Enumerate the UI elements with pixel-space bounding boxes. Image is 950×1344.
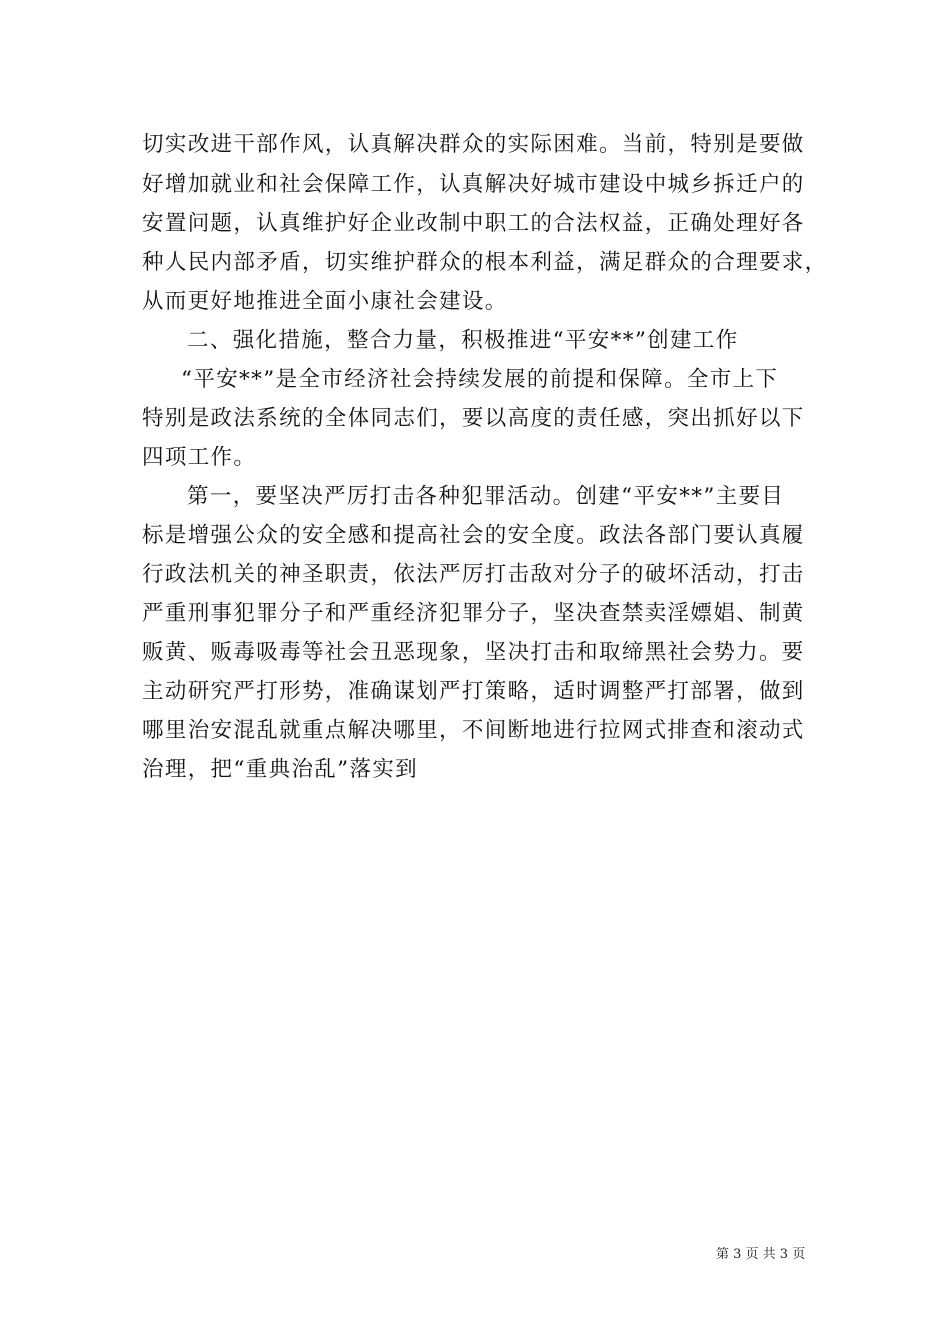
text-line-8: 特别是政法系统的全体同志们，要以高度的责任感，突出抓好以下 bbox=[142, 406, 805, 431]
text-line-13: 严重刑事犯罪分子和严重经济犯罪分子，坚决查禁卖淫嫖娼、制黄 bbox=[142, 601, 805, 626]
text-line-5: 从而更好地推进全面小康社会建设。 bbox=[142, 289, 508, 314]
text-line-14: 贩黄、贩毒吸毒等社会丑恶现象，坚决打击和取缔黑社会势力。要 bbox=[142, 640, 805, 665]
text-line-7: “平安**”是全市经济社会持续发展的前提和保障。全市上下 bbox=[181, 367, 779, 392]
text-line-11: 标是增强公众的安全感和提高社会的安全度。政法各部门要认真履 bbox=[142, 523, 805, 548]
text-line-15: 主动研究严打形势，准确谋划严打策略，适时调整严打部署，做到 bbox=[142, 679, 805, 704]
text-line-1: 切实改进干部作风，认真解决群众的实际困难。当前，特别是要做 bbox=[142, 132, 805, 157]
section-heading: 二、强化措施，整合力量，积极推进“平安**”创建工作 bbox=[187, 328, 739, 353]
text-line-10: 第一，要坚决严厉打击各种犯罪活动。创建“平安**”主要目 bbox=[187, 484, 785, 509]
text-line-3: 安置问题，认真维护好企业改制中职工的合法权益，正确处理好各 bbox=[142, 211, 805, 236]
text-line-2: 好增加就业和社会保障工作，认真解决好城市建设中城乡拆迁户的 bbox=[142, 172, 805, 197]
text-line-16: 哪里治安混乱就重点解决哪里，不间断地进行拉网式排查和滚动式 bbox=[142, 718, 805, 743]
text-line-9: 四项工作。 bbox=[142, 445, 257, 470]
text-line-12: 行政法机关的神圣职责，依法严厉打击敌对分子的破坏活动，打击 bbox=[142, 562, 805, 587]
text-line-4: 种人民内部矛盾，切实维护群众的根本利益，满足群众的合理要求， bbox=[142, 250, 828, 275]
text-line-17: 治理，把“重典治乱”落实到 bbox=[142, 757, 419, 782]
page-number: 第 3 页 共 3 页 bbox=[716, 1247, 806, 1262]
